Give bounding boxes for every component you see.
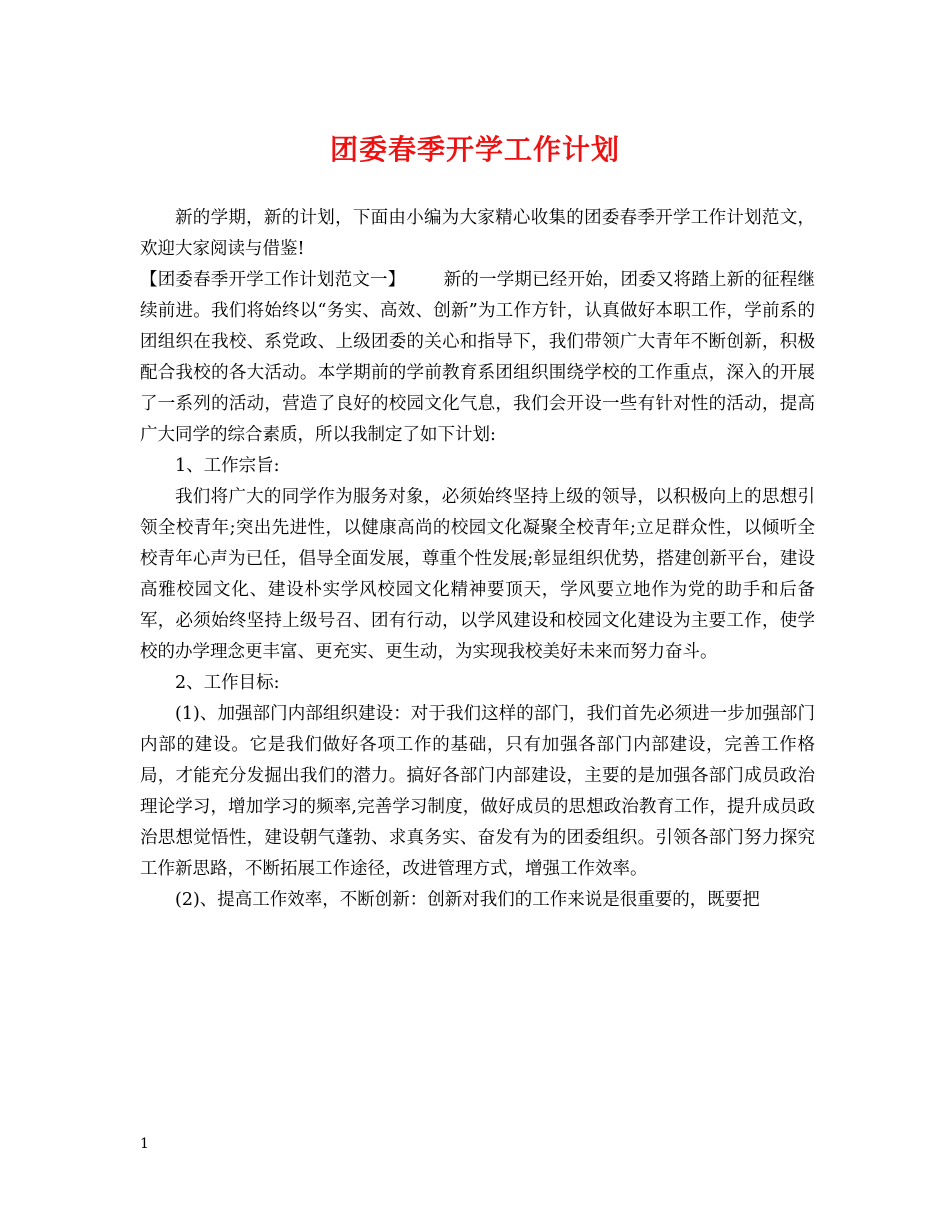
heading-1: 1、工作宗旨: [175,456,280,476]
document-body [140,203,815,916]
page-number: 1 [140,1136,149,1152]
section-paragraph [140,265,815,451]
section-intro-text: 新的一学期已经开始，团委又将踏上新的征程继续前进。我们将始终以“务实、高效、创新”为工作方针，认真做好本职工作，学前系的团组织在我校、系党政、上级团委的关心和指导下，我们带领广大青年不断创新，积极配合我校的各大活动。本学期前的学前教育系团组织围绕学校的工作重点，深入的开展了一系列的活动，营造了良好的校园文化气息，我们会开设一些有针对性的活动，提高广大同学的综合素质，所以我制定了如下计划: [140,270,816,445]
heading-2: 2、工作目标: [175,673,280,693]
content-1-paragraph: 我们将广大的同学作为服务对象，必须始终坚持上级的领导，以积极向上的思想引领全校青年;突出先进性，以健康高尚的校园文化凝聚全校青年;立足群众性，以倾听全校青年心声为已任，倡导全面发展，尊重个性发展;彰显组织优势，搭建创新平台，建设高雅校园文化、建设朴实学风校园文化精神要顶天，学风要立地作为党的助手和后备军，必须始终坚持上级号召、团有行动，以学风建设和校园文化建设为主要工作，使学校的办学理念更丰富、更充实、更生动，为实现我校美好未来而努力奋斗。 [140,487,815,662]
intro-paragraph: 新的学期，新的计划，下面由小编为大家精心收集的团委春季开学工作计划范文，欢迎大家阅读与借鉴! [140,208,815,259]
content-2-2-paragraph: (2)、提高工作效率，不断创新：创新对我们的工作来说是很重要的，既要把 [175,890,760,910]
content-2-1-paragraph: (1)、加强部门内部组织建设：对于我们这样的部门，我们首先必须进一步加强部门内部的建设。它是我们做好各项工作的基础，只有加强各部门内部建设，完善工作格局，才能充分发掘出我们的潜力。搞好各部门内部建设，主要的是加强各部门成员政治理论学习，增加学习的频率,完善学习制度，做好成员的思想政治教育工作，提升成员政治思想觉悟性，建设朝气蓬勃、求真务实、奋发有为的团委组织。引领各部门努力探究工作新思路，不断拓展工作途径，改进管理方式，增强工作效率。 [140,704,815,879]
section-heading: 【团委春季开学工作计划范文一】 [140,270,406,290]
document-title: 团委春季开学工作计划 [329,133,620,166]
